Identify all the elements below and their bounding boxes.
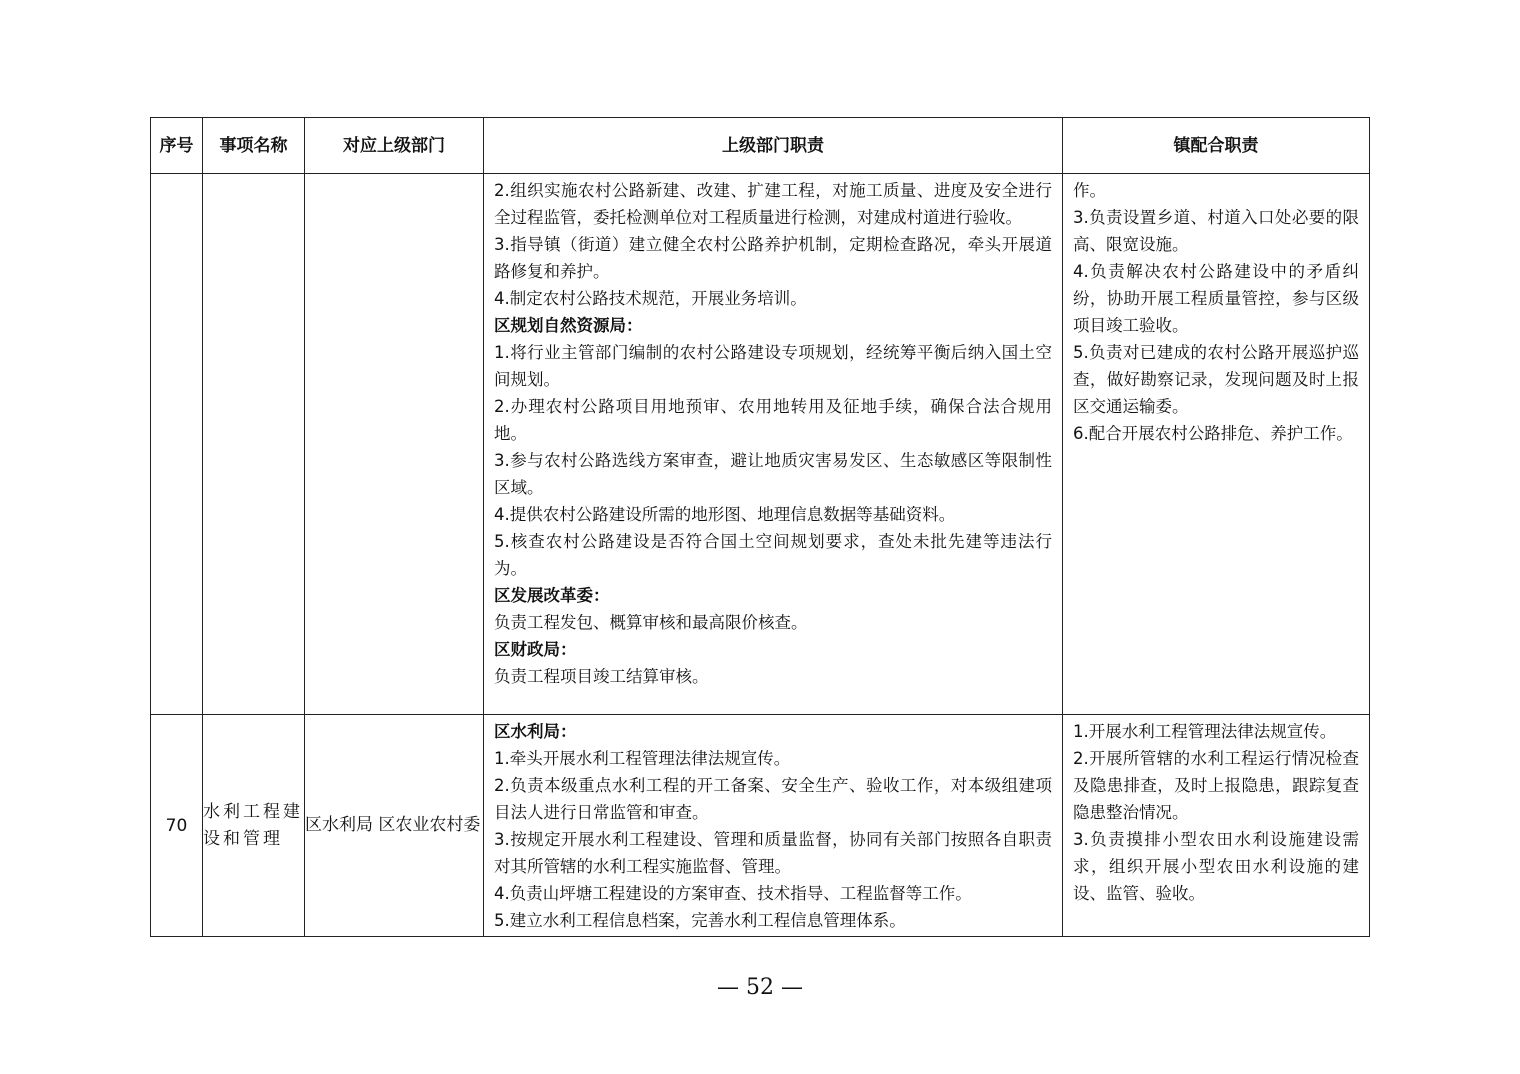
row-dept bbox=[305, 715, 484, 937]
duty-table bbox=[150, 117, 1370, 937]
duty-line: 5.核查农村公路建设是否符合国土空间规划要求，查处未批先建等违法行为。 bbox=[494, 532, 1052, 578]
duty-line: 负责工程项目竣工结算审核。 bbox=[494, 667, 709, 686]
town-duty-line: 3.负责摸排小型农田水利设施建设需求，组织开展小型农田水利设施的建设、监管、验收。 bbox=[1073, 830, 1359, 903]
town-duty-line: 作。 bbox=[1073, 181, 1106, 200]
duty-line: 4.负责山坪塘工程建设的方案审查、技术指导、工程监督等工作。 bbox=[494, 884, 972, 903]
dept-line: 区农业农村委 bbox=[378, 815, 481, 835]
header-town-duty: 镇配合职责 bbox=[1063, 118, 1370, 174]
table-row bbox=[151, 715, 1370, 937]
row-item-name bbox=[203, 174, 305, 715]
dept-line: 区水利局 bbox=[305, 815, 373, 835]
duty-line: 4.提供农村公路建设所需的地形图、地理信息数据等基础资料。 bbox=[494, 505, 956, 524]
header-upper-duty: 上级部门职责 bbox=[484, 118, 1063, 174]
header-dept: 对应上级部门 bbox=[305, 118, 484, 174]
duty-line: 3.指导镇（街道）建立健全农村公路养护机制，定期检查路况，牵头开展道路修复和养护。 bbox=[494, 235, 1052, 281]
duty-line: 负责工程发包、概算审核和最高限价核查。 bbox=[494, 613, 808, 632]
row-town-duty bbox=[1063, 174, 1370, 715]
row-town-duty bbox=[1063, 715, 1370, 937]
table-header-row bbox=[151, 118, 1370, 174]
town-duty-line: 2.开展所管辖的水利工程运行情况检查及隐患排查，及时上报隐患，跟踪复查隐患整治情况。 bbox=[1073, 749, 1359, 822]
dept-heading: 区水利局： bbox=[494, 722, 577, 741]
duty-line: 2.负责本级重点水利工程的开工备案、安全生产、验收工作，对本级组建项目法人进行日常监管和审查。 bbox=[494, 776, 1052, 822]
duty-line: 2.组织实施农村公路新建、改建、扩建工程，对施工质量、进度及安全进行全过程监管，委托检测单位对工程质量进行检测，对建成村道进行验收。 bbox=[494, 181, 1052, 227]
table-row bbox=[151, 174, 1370, 715]
duty-line: 3.按规定开展水利工程建设、管理和质量监督，协同有关部门按照各自职责对其所管辖的水利工程实施监督、管理。 bbox=[494, 830, 1052, 876]
duty-line: 1.将行业主管部门编制的农村公路建设专项规划，经统筹平衡后纳入国土空间规划。 bbox=[494, 343, 1052, 389]
duty-line: 3.参与农村公路选线方案审查，避让地质灾害易发区、生态敏感区等限制性区域。 bbox=[494, 451, 1052, 497]
dept-heading: 区财政局： bbox=[494, 640, 577, 659]
town-duty-line: 5.负责对已建成的农村公路开展巡护巡查，做好勘察记录，发现问题及时上报区交通运输委。 bbox=[1073, 343, 1359, 416]
row-seq bbox=[151, 174, 203, 715]
row-seq: 70 bbox=[151, 715, 203, 937]
dept-heading: 区发展改革委： bbox=[494, 586, 610, 605]
page-number: — 52 — bbox=[717, 975, 803, 1000]
row-upper-duty bbox=[484, 715, 1063, 937]
row-dept bbox=[305, 174, 484, 715]
header-name: 事项名称 bbox=[203, 118, 305, 174]
duty-line: 1.牵头开展水利工程管理法律法规宣传。 bbox=[494, 749, 791, 768]
duty-line: 4.制定农村公路技术规范，开展业务培训。 bbox=[494, 289, 807, 308]
row-item-name: 水利工程建设和管理 bbox=[203, 715, 305, 937]
header-seq: 序号 bbox=[151, 118, 203, 174]
duty-line: 5.建立水利工程信息档案，完善水利工程信息管理体系。 bbox=[494, 911, 906, 930]
town-duty-line: 3.负责设置乡道、村道入口处必要的限高、限宽设施。 bbox=[1073, 208, 1359, 254]
town-duty-line: 6.配合开展农村公路排危、养护工作。 bbox=[1073, 424, 1353, 443]
town-duty-line: 4.负责解决农村公路建设中的矛盾纠纷，协助开展工程质量管控，参与区级项目竣工验收。 bbox=[1073, 262, 1359, 335]
row-upper-duty bbox=[484, 174, 1063, 715]
duty-line: 2.办理农村公路项目用地预审、农用地转用及征地手续，确保合法合规用地。 bbox=[494, 397, 1052, 443]
dept-heading: 区规划自然资源局： bbox=[494, 316, 643, 335]
town-duty-line: 1.开展水利工程管理法律法规宣传。 bbox=[1073, 722, 1337, 741]
